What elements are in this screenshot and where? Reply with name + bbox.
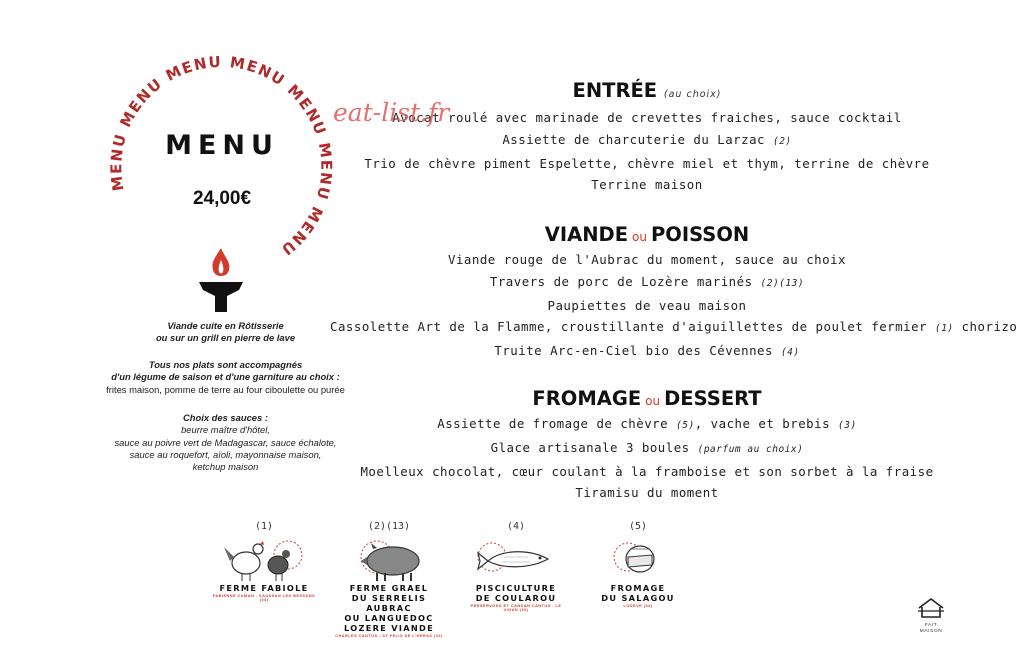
producer-ferme-fabiole: (1) FERME FABIOLE FABIENNE CUMAN - SAUSSAN LES BESSONS (34)	[212, 521, 316, 602]
section-title: VIANDE ou POISSON	[544, 223, 750, 246]
menu-item: Assiette de charcuterie du Larzac (2)	[502, 131, 792, 147]
sauces-line-2: sauce au poivre vert de Madagascar, sauce échalote,	[114, 436, 337, 448]
section-title: FROMAGE ou DESSERT	[532, 387, 762, 410]
menu-item: Cassolette Art de la Flamme, croustillante d'aiguillettes de poulet fermier (1) chorizo	[330, 319, 1017, 335]
menu-item: Paupiettes de veau maison	[547, 297, 747, 313]
house-icon	[916, 597, 946, 619]
accompaniments-line-3: frites maison, pomme de terre au four ciboulette ou purée	[106, 383, 345, 395]
menu-item: Truite Arc-en-Ciel bio des Cévennes (4)	[494, 343, 800, 359]
menu-item: Trio de chèvre piment Espelette, chèvre miel et thym, terrine de chèvre	[364, 155, 930, 171]
entree-hint: (au choix)	[663, 89, 722, 100]
producer-ferme-grael: (2)(13) FERME GRAEL DU SERRELIS AUBRAC OU LANGUEDOC LOZERE VIANDE CHARLES CANTUS - ST FELIX DE L'HERAS (34)	[335, 521, 443, 638]
producer-pisciculture-coularou: (4) PISCICULTURE DE COULAROU PRESERVONS ET CANDAN CANTUS - LE VIGAN (30)	[466, 521, 566, 612]
menu-price: 24,00€	[192, 188, 252, 209]
rotisserie-line-1: Viande cuite en Rôtisserie	[167, 320, 284, 331]
sauces-line-3: sauce au roquefort, aïoli, mayonnaise maison,	[129, 448, 322, 460]
section-viande-poisson	[330, 223, 1017, 364]
fish-icon	[468, 535, 564, 583]
sauces-heading: Choix des sauces :	[183, 412, 268, 423]
menu-title: MENU	[165, 130, 279, 161]
chicken-icon	[216, 535, 312, 583]
pig-icon	[341, 535, 437, 583]
sauces-line-4: ketchup maison	[192, 461, 259, 473]
rotisserie-note	[88, 320, 363, 345]
fait-maison-logo: FAIT MAISON	[913, 597, 949, 635]
menu-item: Moelleux chocolat, cœur coulant à la framboise et son sorbet à la fraise	[360, 463, 934, 479]
menu-item: Travers de porc de Lozère marinés (2)(13)	[489, 273, 805, 289]
entree-title: ENTRÉE	[572, 79, 658, 102]
rotisserie-line-2: ou sur un grill en pierre de lave	[155, 332, 296, 344]
watermark: eat-list.fr	[333, 98, 450, 127]
section-entree	[330, 79, 964, 196]
accompaniments-note	[88, 359, 363, 396]
accompaniments-line-1: Tous nos plats sont accompagnés	[148, 359, 303, 370]
sauces-line-1: beurre maître d'hôtel,	[181, 424, 270, 436]
menu-item: Viande rouge de l'Aubrac du moment, sauce au choix	[448, 252, 846, 267]
menu-item: Assiette de fromage de chèvre (5), vache et brebis (3)	[437, 416, 857, 431]
sauces-note	[88, 412, 363, 473]
menu-item: Glace artisanale 3 boules (parfum au choix)	[490, 439, 804, 455]
menu-item: Tiramisu du moment	[575, 485, 719, 501]
menu-item: Avocat roulé avec marinade de crevettes fraiches, sauce cocktail	[392, 110, 902, 125]
cheese-icon	[590, 535, 686, 583]
menu-item: Terrine maison	[591, 177, 703, 193]
flame-grill-icon	[195, 246, 247, 316]
accompaniments-line-2: d'un légume de saison et d'une garniture au choix :	[111, 371, 340, 383]
section-fromage-dessert	[330, 387, 964, 504]
producer-fromage-salagou: (5) FROMAGE DU SALAGOU LODEVE (34)	[590, 521, 686, 608]
menu-ring-text: MENU MENU MENU MENU MENU MENU MENU	[107, 52, 336, 260]
